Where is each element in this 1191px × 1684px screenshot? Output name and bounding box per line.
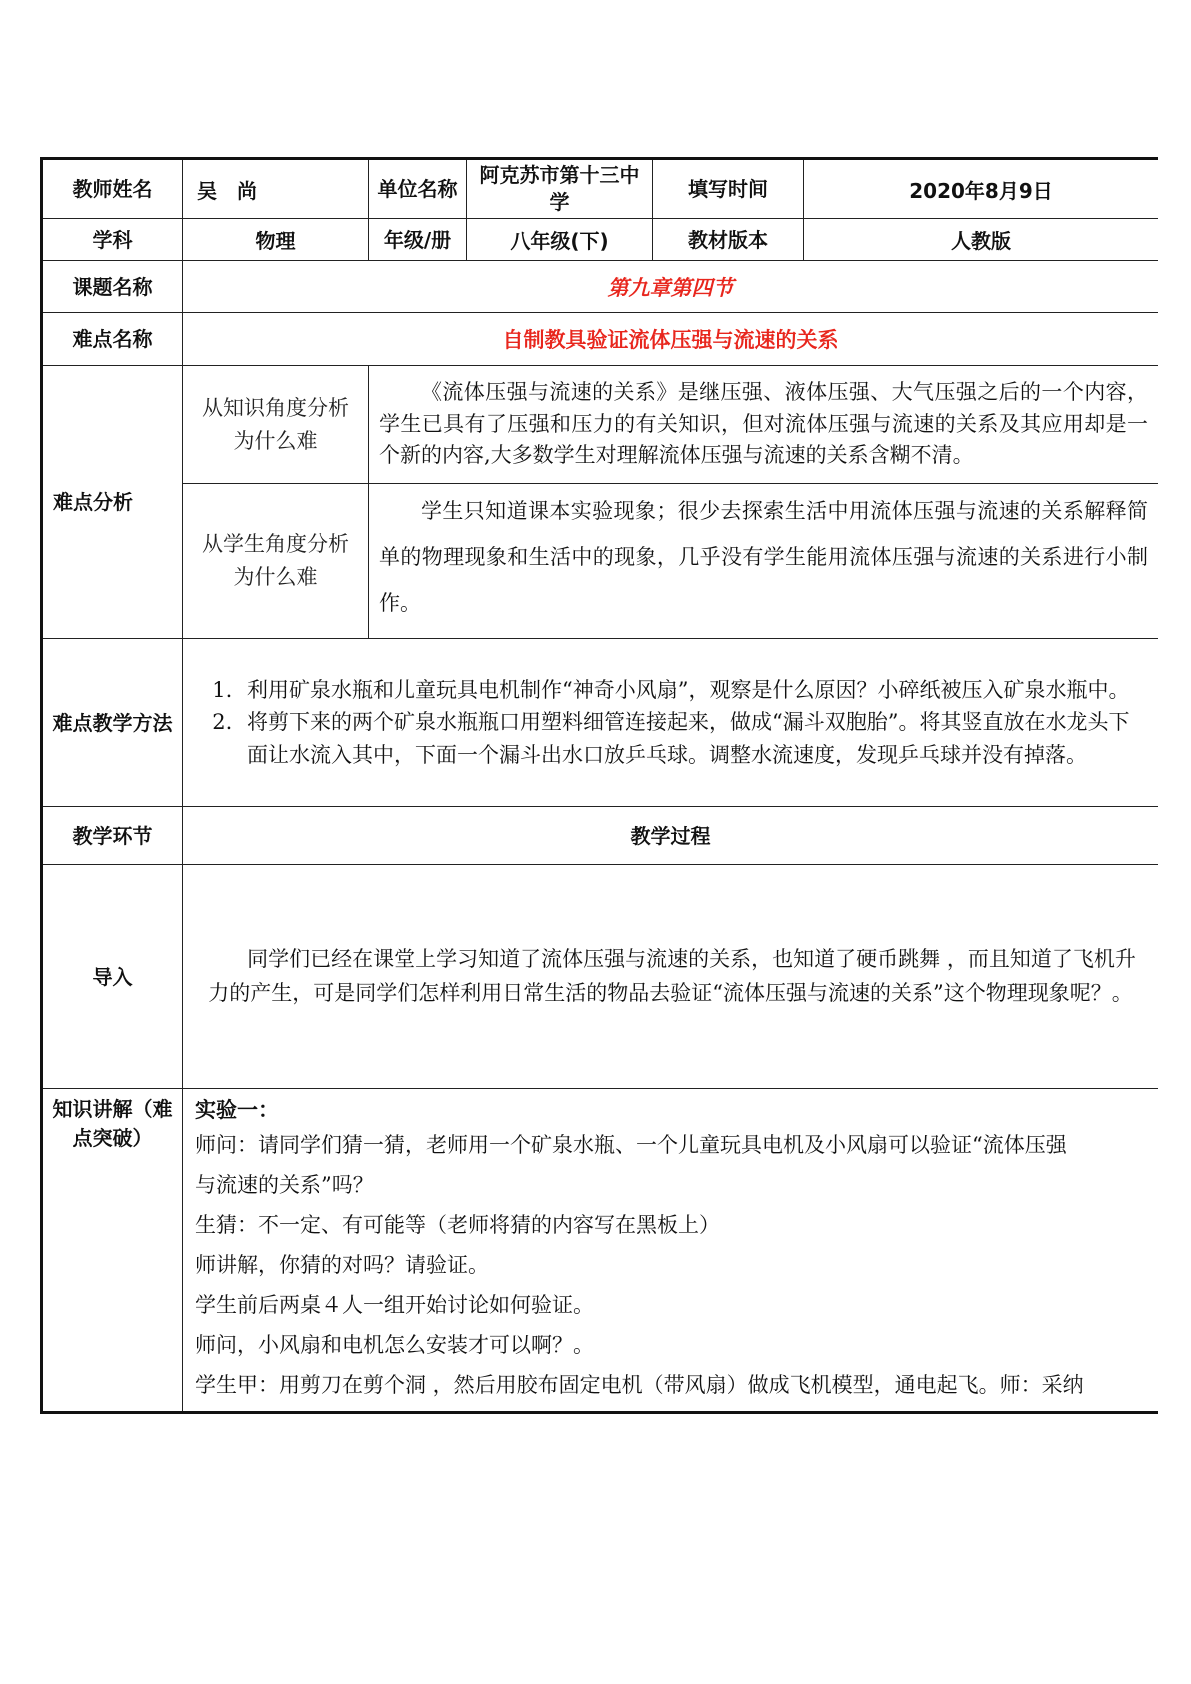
difficulty-value: 自制教具验证流体压强与流速的关系 — [183, 313, 1159, 366]
topic-label: 课题名称 — [42, 261, 183, 313]
intro-label: 导入 — [42, 865, 183, 1089]
methods-label: 难点教学方法 — [42, 639, 183, 807]
knowledge-line: 师问：请同学们猜一猜，老师用一个矿泉水瓶、一个儿童玩具电机及小风扇可以验证“流体压强 — [195, 1133, 1067, 1157]
knowledge-line: 师问，小风扇和电机怎么安装才可以啊？。 — [195, 1333, 594, 1357]
date-value: 2020年8月9日 — [804, 159, 1159, 219]
analysis-knowledge-text: 《流体压强与流速的关系》是继压强、液体压强、大气压强之后的一个内容，学生已具有了压强和压力的有关知识，但对流体压强与流速的关系及其应用却是一个新的内容,大多数学生对理解流体压强与流速的关系含糊不清。 — [369, 366, 1159, 484]
knowledge-line: 生猜：不一定、有可能等（老师将猜的内容写在黑板上） — [195, 1213, 720, 1237]
knowledge-label: 知识讲解（难点突破） — [42, 1089, 183, 1413]
header-row-2 — [42, 219, 1159, 261]
process-row — [42, 807, 1159, 865]
edition-label: 教材版本 — [653, 219, 804, 261]
unit-name: 阿克苏市第十三中学 — [467, 159, 653, 219]
analysis-student-label: 从学生角度分析为什么难 — [183, 484, 369, 639]
difficulty-label: 难点名称 — [42, 313, 183, 366]
analysis-student-text: 学生只知道课本实验现象；很少去探索生活中用流体压强与流速的关系解释简单的物理现象和生活中的现象，几乎没有学生能用流体压强与流速的关系进行小制作。 — [369, 484, 1159, 639]
methods-row — [42, 639, 1159, 807]
lesson-plan-table — [40, 157, 1158, 1414]
knowledge-line: 实验一： — [195, 1098, 279, 1122]
header-row-1 — [42, 159, 1159, 219]
teacher-name: 吴 尚 — [183, 159, 369, 219]
intro-text: 同学们已经在课堂上学习知道了流体压强与流速的关系，也知道了硬币跳舞 ，而且知道了飞机升力的产生，可是同学们怎样利用日常生活的物品去验证“流体压强与流速的关系”这个物理现象呢？。 — [183, 865, 1159, 1089]
difficulty-row — [42, 313, 1159, 366]
method-item: 1. 利用矿泉水瓶和儿童玩具电机制作“神奇小风扇”，观察是什么原因？小碎纸被压入矿泉水瓶中。 — [239, 674, 1138, 707]
analysis-row-student — [42, 484, 1159, 639]
analysis-row-knowledge — [42, 366, 1159, 484]
subject-label: 学科 — [42, 219, 183, 261]
knowledge-line: 学生前后两桌４人一组开始讨论如何验证。 — [195, 1293, 594, 1317]
grade-value: 八年级(下) — [467, 219, 653, 261]
methods-cell — [183, 639, 1159, 807]
knowledge-line: 师讲解，你猜的对吗？请验证。 — [195, 1253, 489, 1277]
method-item: 2. 将剪下来的两个矿泉水瓶瓶口用塑料细管连接起来，做成“漏斗双胞胎”。将其竖直放在水龙头下面让水流入其中，下面一个漏斗出水口放乒乓球。调整水流速度，发现乒乓球并没有掉落。 — [239, 706, 1138, 771]
knowledge-line: 学生甲：用剪刀在剪个洞 ，然后用胶布固定电机（带风扇）做成飞机模型，通电起飞。师：采纳 — [195, 1373, 1084, 1397]
process-label: 教学环节 — [42, 807, 183, 865]
date-label: 填写时间 — [653, 159, 804, 219]
subject-value: 物理 — [183, 219, 369, 261]
lesson-plan-sheet — [40, 157, 1158, 1497]
process-value: 教学过程 — [183, 807, 1159, 865]
analysis-label: 难点分析 — [42, 366, 183, 639]
knowledge-line: 与流速的关系”吗？ — [195, 1173, 374, 1197]
topic-value: 第九章第四节 — [183, 261, 1159, 313]
topic-row — [42, 261, 1159, 313]
grade-label: 年级/册 — [369, 219, 467, 261]
intro-row — [42, 865, 1159, 1089]
methods-list — [191, 674, 1150, 772]
unit-label: 单位名称 — [369, 159, 467, 219]
edition-value: 人教版 — [804, 219, 1159, 261]
knowledge-row — [42, 1089, 1159, 1413]
analysis-knowledge-label: 从知识角度分析为什么难 — [183, 366, 369, 484]
teacher-label: 教师姓名 — [42, 159, 183, 219]
knowledge-cell — [183, 1089, 1159, 1413]
